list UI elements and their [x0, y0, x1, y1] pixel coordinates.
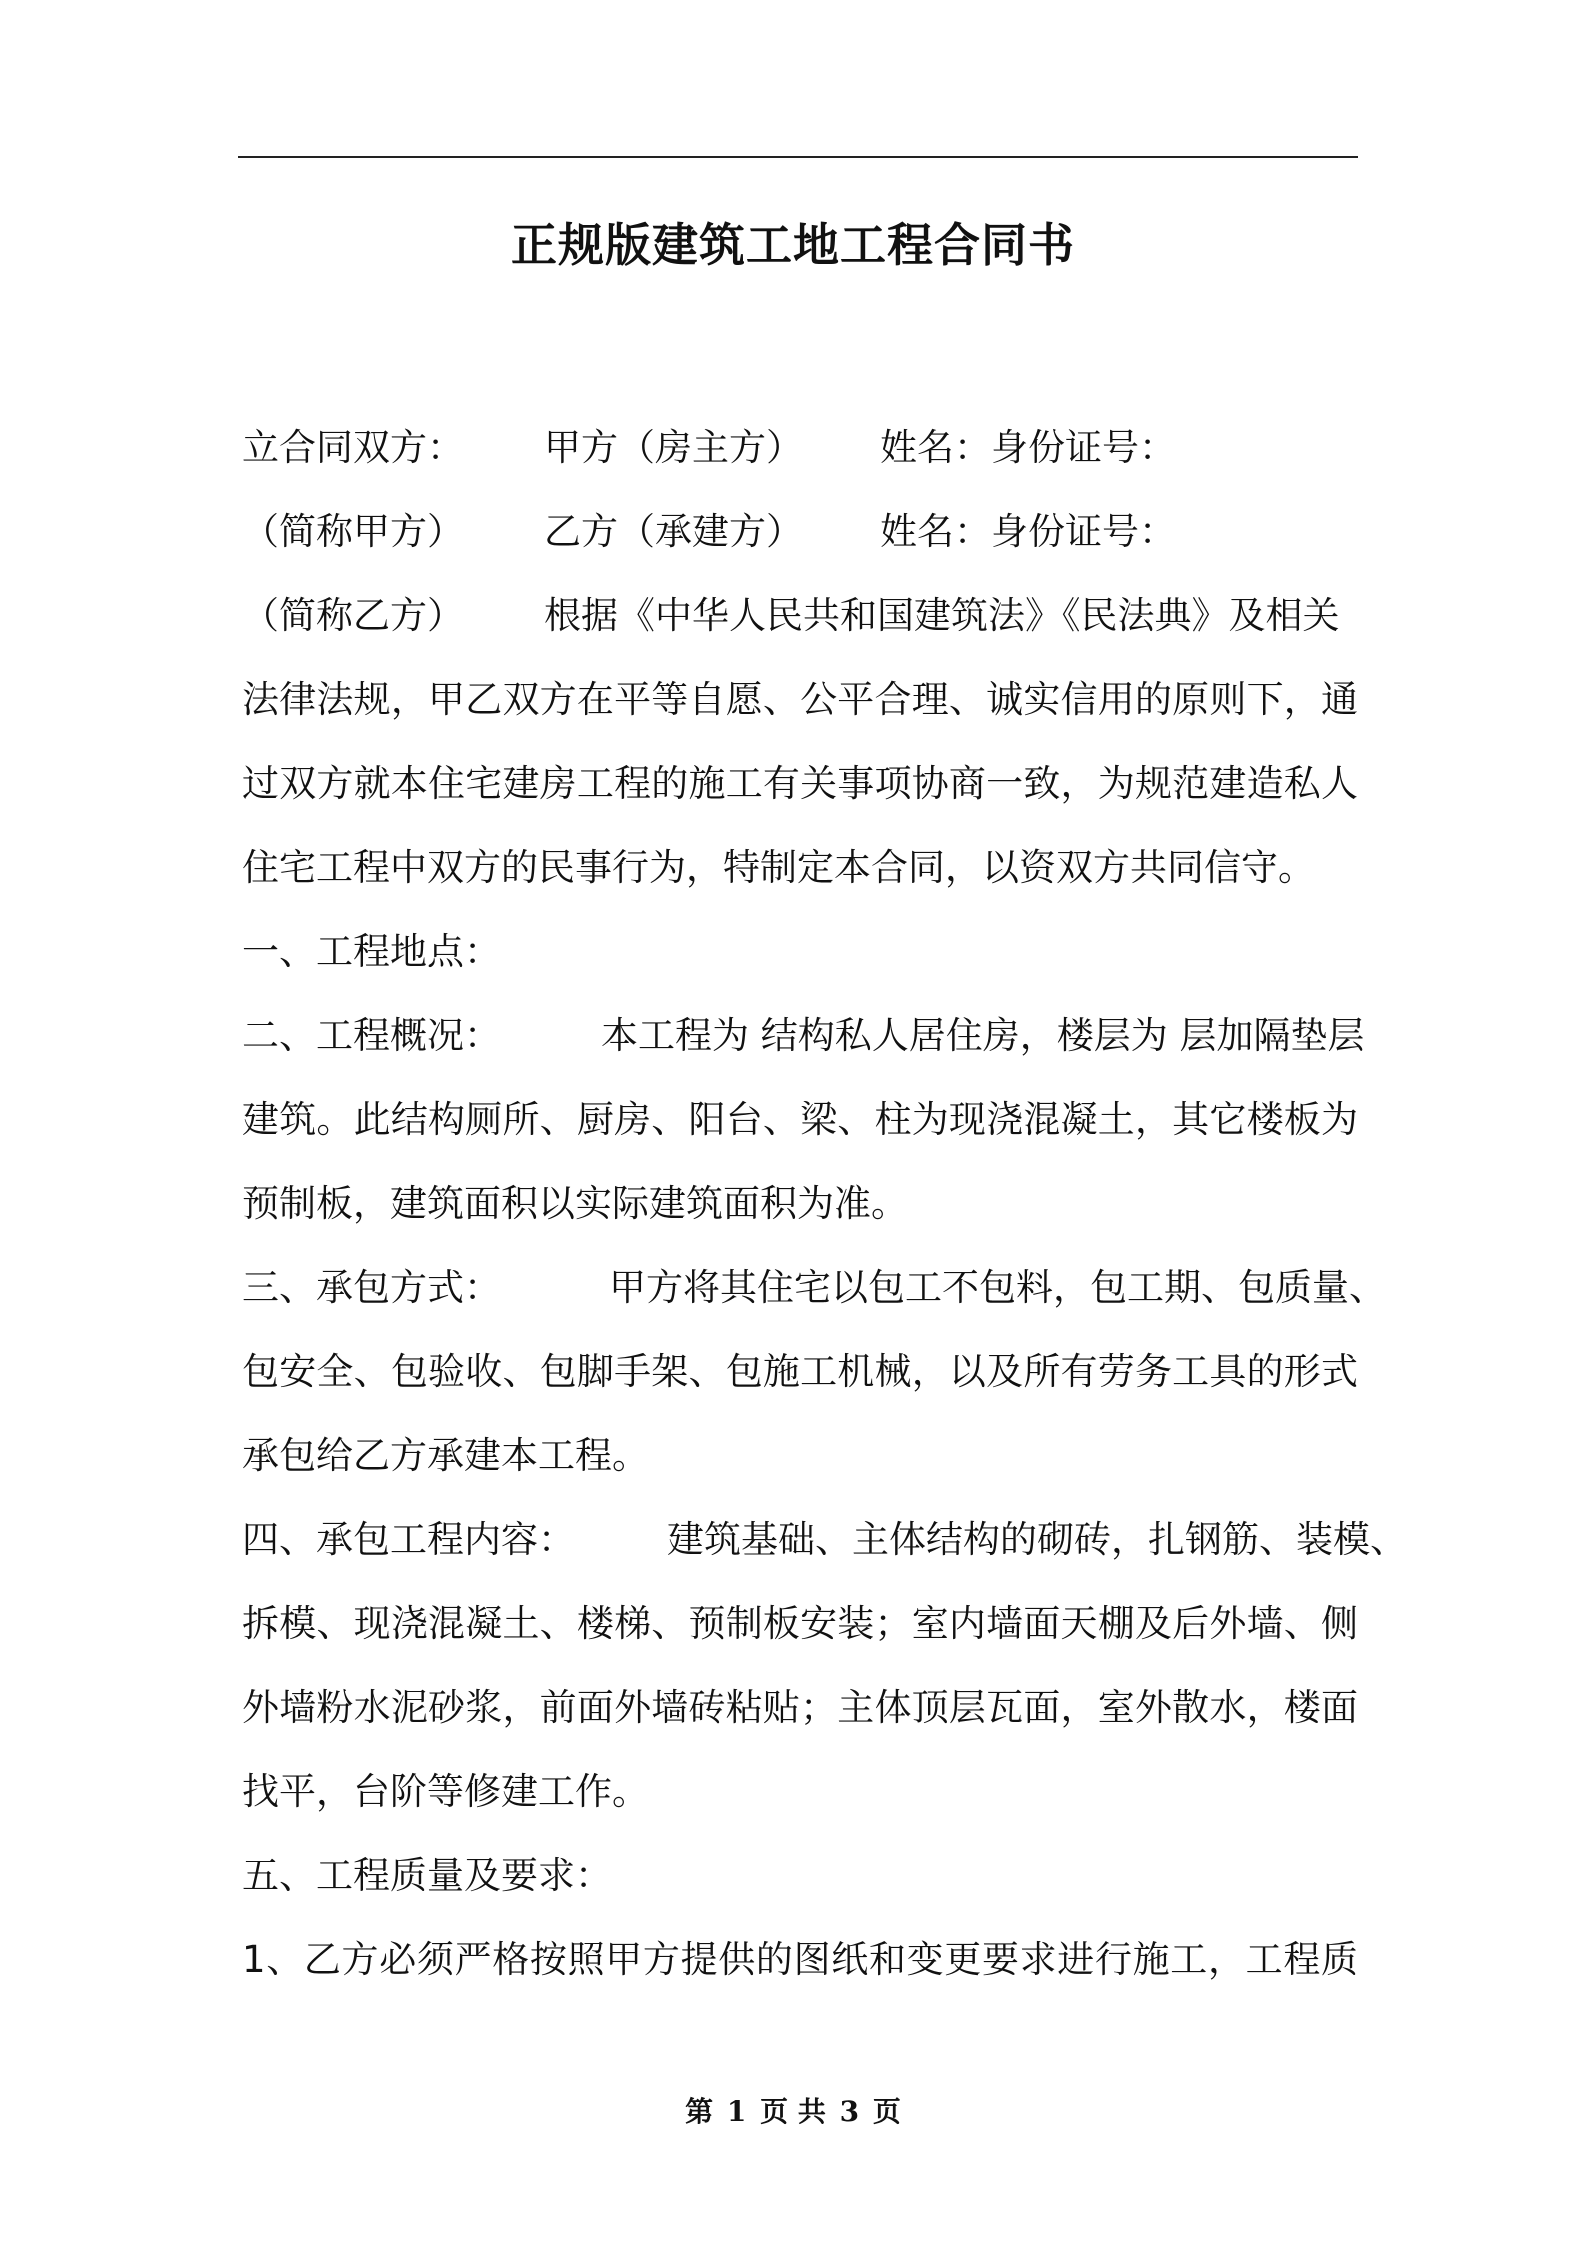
- section-4-text: 建筑基础、主体结构的砌砖，扎钢筋、装模、: [667, 1518, 1407, 1561]
- section-2-heading: 二、工程概况：: [242, 1014, 501, 1057]
- preamble-line-2: 法律法规，甲乙双方在平等自愿、公平合理、诚实信用的原则下，通: [242, 678, 1358, 721]
- party-a-fields: 姓名：身份证号：: [880, 426, 1176, 469]
- party-a-abbrev: （简称甲方）: [242, 510, 464, 553]
- section-5-heading: 五、工程质量及要求：: [242, 1854, 612, 1897]
- section-4-line-2: 拆模、现浇混凝土、楼梯、预制板安装；室内墙面天棚及后外墙、侧: [242, 1602, 1358, 1645]
- page-footer: [0, 2092, 1586, 2132]
- section-4-line-4: 找平，台阶等修建工作。: [242, 1770, 649, 1813]
- preamble-line-4: 住宅工程中双方的民事行为，特制定本合同，以资双方共同信守。: [242, 846, 1315, 889]
- parties-row-2: [242, 490, 1358, 574]
- preamble-text: 根据《中华人民共和国建筑法》《民法典》及相关: [544, 594, 1340, 637]
- parties-label: 立合同双方：: [242, 426, 464, 469]
- party-b-abbrev: （简称乙方）: [242, 594, 464, 637]
- header-rule: [238, 156, 1358, 158]
- parties-row-1: [242, 406, 1358, 490]
- party-b-fields: 姓名：身份证号：: [880, 510, 1176, 553]
- footer-prefix: 第: [685, 2095, 714, 2128]
- section-2-text: 本工程为 结构私人居住房，楼层为 层加隔垫层: [601, 1014, 1365, 1057]
- section-3-line-3: 承包给乙方承建本工程。: [242, 1434, 649, 1477]
- page-title: 正规版建筑工地工程合同书: [511, 218, 1075, 272]
- section-2-line-1: [242, 994, 1365, 1078]
- section-3-text: 甲方将其住宅以包工不包料，包工期、包质量、: [609, 1266, 1386, 1309]
- section-1-heading: 一、工程地点：: [242, 930, 501, 973]
- page-number: 1: [726, 2095, 747, 2128]
- section-4-line-3: 外墙粉水泥砂浆，前面外墙砖粘贴；主体顶层瓦面，室外散水，楼面: [242, 1686, 1358, 1729]
- footer-suffix: 页: [872, 2095, 901, 2128]
- party-a: 甲方（房主方）: [544, 426, 803, 469]
- section-5-item-1: 1、乙方必须严格按照甲方提供的图纸和变更要求进行施工，工程质: [242, 1938, 1358, 1981]
- contract-body: [242, 406, 1407, 2002]
- section-4-line-1: [242, 1498, 1407, 1582]
- section-3-line-1: [242, 1246, 1386, 1330]
- preamble-line-3: 过双方就本住宅建房工程的施工有关事项协商一致，为规范建造私人: [242, 762, 1358, 805]
- footer-middle: 页 共: [760, 2095, 826, 2128]
- section-2-line-2: 建筑。此结构厕所、厨房、阳台、梁、柱为现浇混凝土，其它楼板为: [242, 1098, 1358, 1141]
- section-3-line-2: 包安全、包验收、包脚手架、包施工机械，以及所有劳务工具的形式: [242, 1350, 1358, 1393]
- preamble-line-1: [242, 574, 1358, 658]
- party-b: 乙方（承建方）: [544, 510, 803, 553]
- section-4-heading: 四、承包工程内容：: [242, 1518, 575, 1561]
- section-2-line-3: 预制板，建筑面积以实际建筑面积为准。: [242, 1182, 908, 1225]
- total-pages: 3: [839, 2095, 860, 2128]
- section-3-heading: 三、承包方式：: [242, 1266, 501, 1309]
